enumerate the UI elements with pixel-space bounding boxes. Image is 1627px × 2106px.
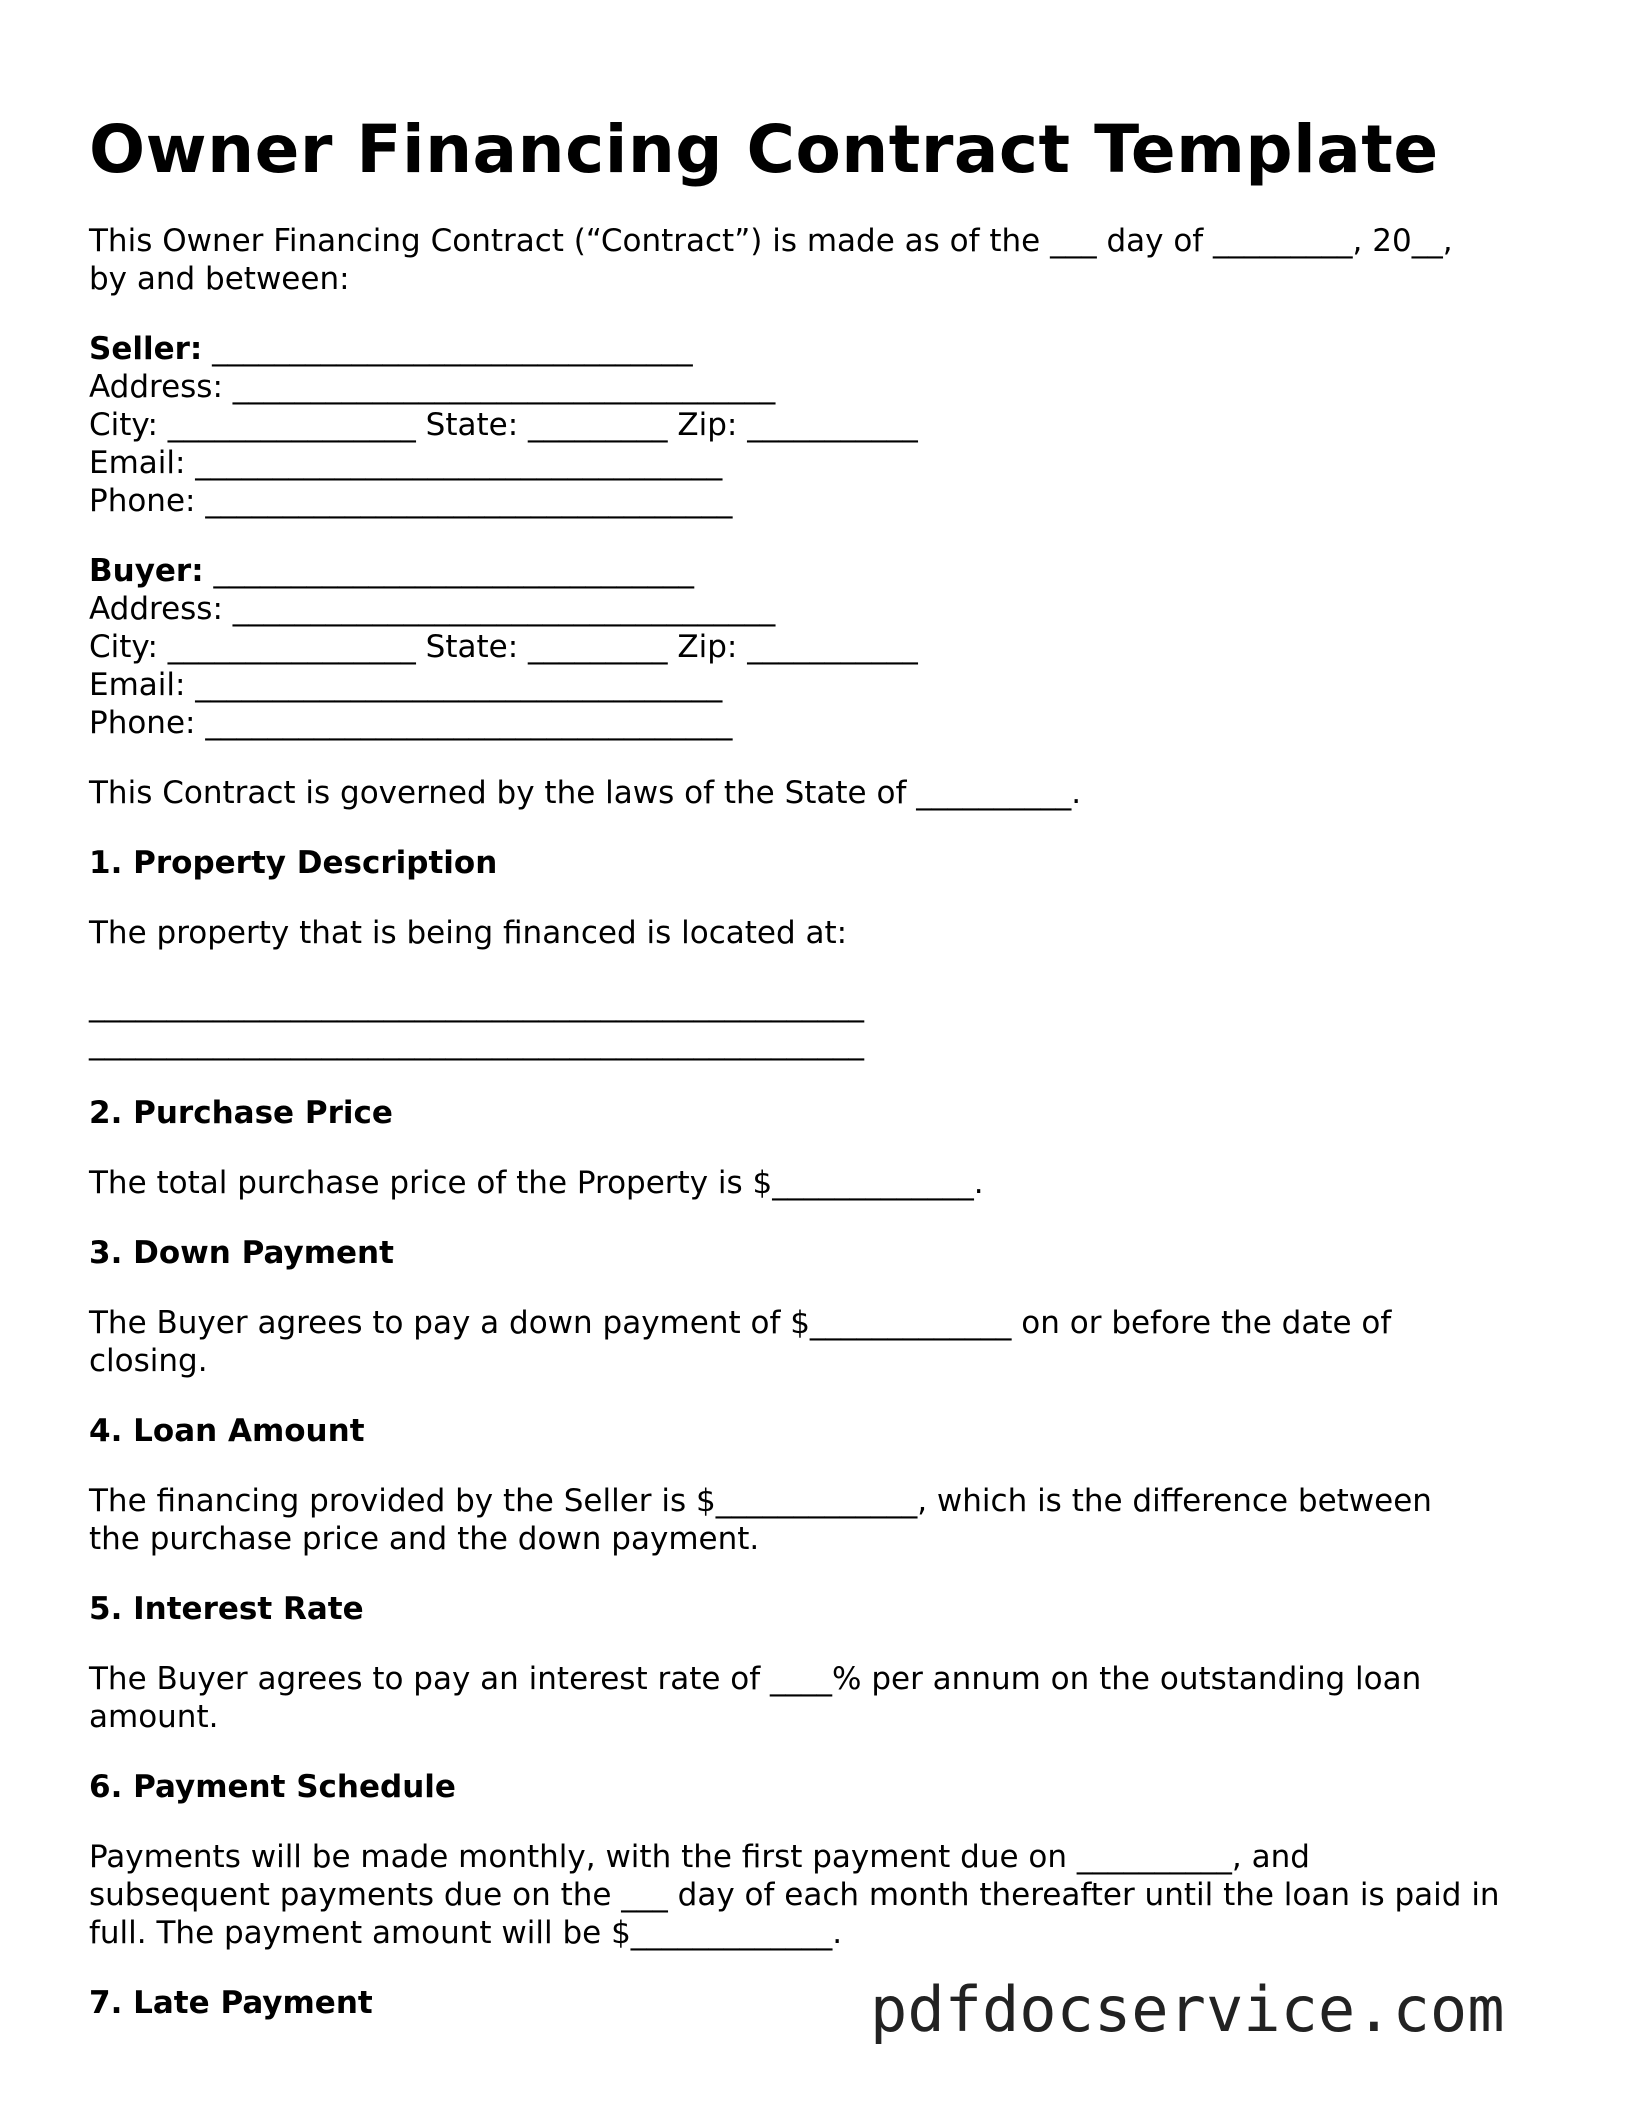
section-6-heading: 6. Payment Schedule [89, 1769, 456, 1805]
watermark-text: pdfdocservice.com [870, 1973, 1505, 2046]
section-2-heading: 2. Purchase Price [89, 1095, 393, 1131]
buyer-email-line: Email: __________________________________ [89, 667, 723, 703]
section-2-text: The total purchase price of the Property is $_____________. [89, 1165, 984, 1201]
document-page [89, 110, 1569, 2022]
section-7-heading: 7. Late Payment [89, 1985, 373, 2021]
section-6-line-2: subsequent payments due on the ___ day of each month thereafter until the loan is paid in [89, 1877, 1500, 1913]
property-address-blank-1: __________________________________________________ [89, 987, 864, 1023]
seller-address-line: Address: ___________________________________ [89, 369, 776, 405]
section-3-heading: 3. Down Payment [89, 1235, 394, 1271]
section-1-heading: 1. Property Description [89, 845, 498, 881]
section-1-text: The property that is being financed is located at: [89, 915, 848, 951]
section-5-line-2: amount. [89, 1699, 219, 1735]
document-title: Owner Financing Contract Template [89, 111, 1439, 188]
seller-city-state-zip-line: City: ________________ State: _________ Zip: ___________ [89, 407, 918, 443]
buyer-phone-line: Phone: __________________________________ [89, 705, 733, 741]
section-6-line-3: full. The payment amount will be $_____________. [89, 1915, 843, 1951]
seller-phone-line: Phone: __________________________________ [89, 483, 733, 519]
section-3-line-1: The Buyer agrees to pay a down payment of $_____________ on or before the date of [89, 1305, 1392, 1341]
buyer-label: Buyer: [89, 553, 204, 589]
section-5-line-1: The Buyer agrees to pay an interest rate of ____% per annum on the outstanding loan [89, 1661, 1422, 1697]
seller-name-blank: _______________________________ [202, 331, 693, 367]
governing-law-text: This Contract is governed by the laws of the State of __________. [89, 775, 1082, 811]
seller-email-line: Email: __________________________________ [89, 445, 723, 481]
section-6-line-1: Payments will be made monthly, with the first payment due on __________, and [89, 1839, 1310, 1875]
intro-paragraph [89, 222, 1569, 298]
property-address-blank-2: __________________________________________________ [89, 1025, 864, 1061]
seller-label: Seller: [89, 331, 203, 367]
buyer-name-line [89, 552, 1569, 590]
section-4-line-2: the purchase price and the down payment. [89, 1521, 760, 1557]
section-4-heading: 4. Loan Amount [89, 1413, 365, 1449]
seller-block [89, 330, 1569, 520]
buyer-city-state-zip-line: City: ________________ State: _________ Zip: ___________ [89, 629, 918, 665]
section-4-line-1: The financing provided by the Seller is $_____________, which is the difference between [89, 1483, 1432, 1519]
buyer-address-line: Address: ___________________________________ [89, 591, 776, 627]
section-3-line-2: closing. [89, 1343, 208, 1379]
seller-name-line [89, 330, 1569, 368]
buyer-block [89, 552, 1569, 742]
intro-line-1: This Owner Financing Contract (“Contract”) is made as of the ___ day of _________, 20__, [89, 223, 1453, 259]
section-5-heading: 5. Interest Rate [89, 1591, 364, 1627]
intro-line-2: by and between: [89, 261, 350, 297]
buyer-name-blank: _______________________________ [203, 553, 694, 589]
